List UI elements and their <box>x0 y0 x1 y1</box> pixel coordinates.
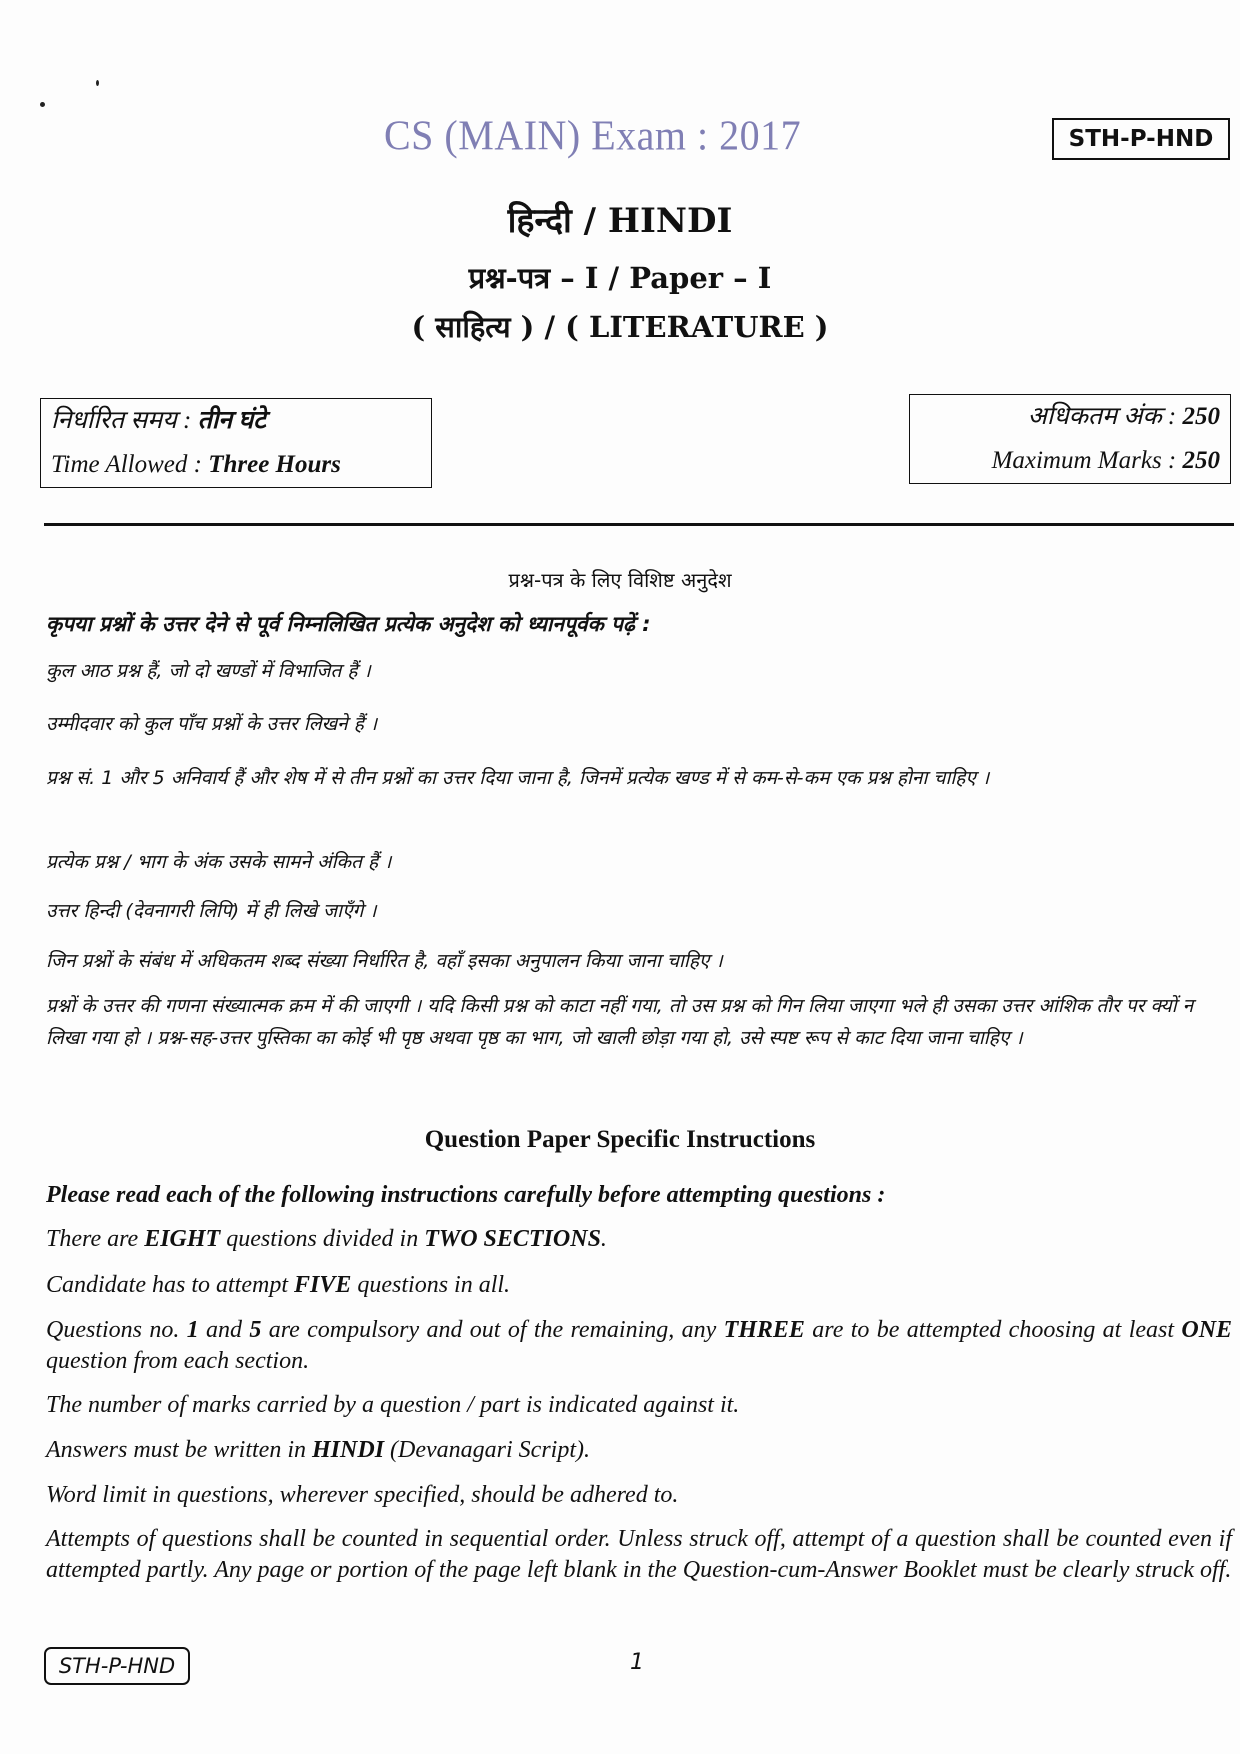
hindi-instructions-heading: प्रश्न-पत्र के लिए विशिष्ट अनुदेश <box>508 568 732 592</box>
time-hindi-value: तीन घंटे <box>197 407 266 434</box>
english-instruction-item: Word limit in questions, wherever specified, should be adhered to. <box>46 1482 679 1508</box>
marks-hindi-value: 250 <box>1182 403 1220 430</box>
exam-stamp: CS (MAIN) Exam : 2017 <box>384 111 802 160</box>
english-instruction-item: Answers must be written in HINDI (Devanagari Script). <box>46 1437 590 1463</box>
time-english-label: Time Allowed : <box>51 451 209 478</box>
hindi-instruction-item: प्रत्येक प्रश्न / भाग के अंक उसके सामने अंकित हैं । <box>46 851 392 873</box>
english-instruction-item: Candidate has to attempt FIVE questions in all. <box>46 1272 511 1298</box>
marks-english <box>920 439 1220 483</box>
paper-code-badge: STH-P-HND <box>1052 118 1230 160</box>
marks-english-label: Maximum Marks : <box>991 447 1183 474</box>
subject-title: हिन्दी / HINDI <box>507 201 733 241</box>
hindi-instruction-item: जिन प्रश्नों के संबंध में अधिकतम शब्द संख्या निर्धारित है, वहाँ इसका अनुपालन किया जाना चाहिए । <box>46 950 723 972</box>
english-instructions-lead: Please read each of the following instructions carefully before attempting questions : <box>46 1182 886 1208</box>
scan-speck <box>40 102 45 107</box>
english-instructions-heading: Question Paper Specific Instructions <box>424 1126 816 1153</box>
hindi-instructions-lead: कृपया प्रश्नों के उत्तर देने से पूर्व निम्नलिखित प्रत्येक अनुदेश को ध्यानपूर्वक पढ़ें : <box>46 612 651 636</box>
time-english <box>51 443 421 487</box>
horizontal-divider <box>44 523 1234 526</box>
maximum-marks-box <box>909 394 1231 484</box>
english-instruction-item: The number of marks carried by a question / part is indicated against it. <box>46 1392 740 1418</box>
english-instruction-item: Questions no. 1 and 5 are compulsory and out of the remaining, any THREE are to be attempted choosing at least ONE question from each section. <box>46 1317 1233 1374</box>
hindi-instruction-item: प्रश्नों के उत्तर की गणना संख्यात्मक क्रम में की जाएगी । यदि किसी प्रश्न को काटा नहीं गया, तो उस प्रश्न को गिन लिया जाएगा भले ही उसका उत्तर आंशिक तौर पर क्यों न लिखा गया हो । प्रश्न-सह-उत्तर पुस्तिका का कोई भी पृष्ठ अथवा पृष्ठ का भाग, जो खाली छोड़ा गया हो, उसे स्पष्ट रूप से काट दिया जाना चाहिए । <box>46 995 1194 1049</box>
hindi-instruction-item: उत्तर हिन्दी (देवनागरी लिपि) में ही लिखे जाएँगे । <box>46 900 377 922</box>
scan-speck <box>96 80 99 86</box>
time-english-value: Three Hours <box>208 451 341 478</box>
marks-hindi-label: अधिकतम अंक : <box>1027 403 1183 430</box>
english-instruction-item: Attempts of questions shall be counted in sequential order. Unless struck off, attempt of a question shall be counted even if attempted partly. Any page or portion of the page left blank in the Question-cum-Answer Booklet must be clearly struck off. <box>46 1526 1232 1583</box>
page-number: 1 <box>630 1650 644 1675</box>
hindi-instruction-item: कुल आठ प्रश्न हैं, जो दो खण्डों में विभाजित हैं । <box>46 660 371 682</box>
hindi-instruction-item: उम्मीदवार को कुल पाँच प्रश्नों के उत्तर लिखने हैं । <box>46 713 378 735</box>
time-allowed-box <box>40 398 432 488</box>
hindi-instruction-item: प्रश्न सं. 1 और 5 अनिवार्य हैं और शेष में से तीन प्रश्नों का उत्तर दिया जाना है, जिनमें प्रत्येक खण्ड में से कम-से-कम एक प्रश्न होना चाहिए । <box>46 767 990 789</box>
marks-hindi <box>920 395 1220 439</box>
marks-english-value: 250 <box>1182 447 1220 474</box>
english-instruction-item: There are EIGHT questions divided in TWO SECTIONS. <box>46 1226 607 1252</box>
paper-title: प्रश्न-पत्र – I / Paper – I <box>468 261 772 295</box>
time-hindi <box>51 399 421 443</box>
time-hindi-label: निर्धारित समय : <box>51 407 198 434</box>
section-title: ( साहित्य ) / ( LITERATURE ) <box>411 310 829 344</box>
footer-paper-code: STH-P-HND <box>44 1647 190 1685</box>
